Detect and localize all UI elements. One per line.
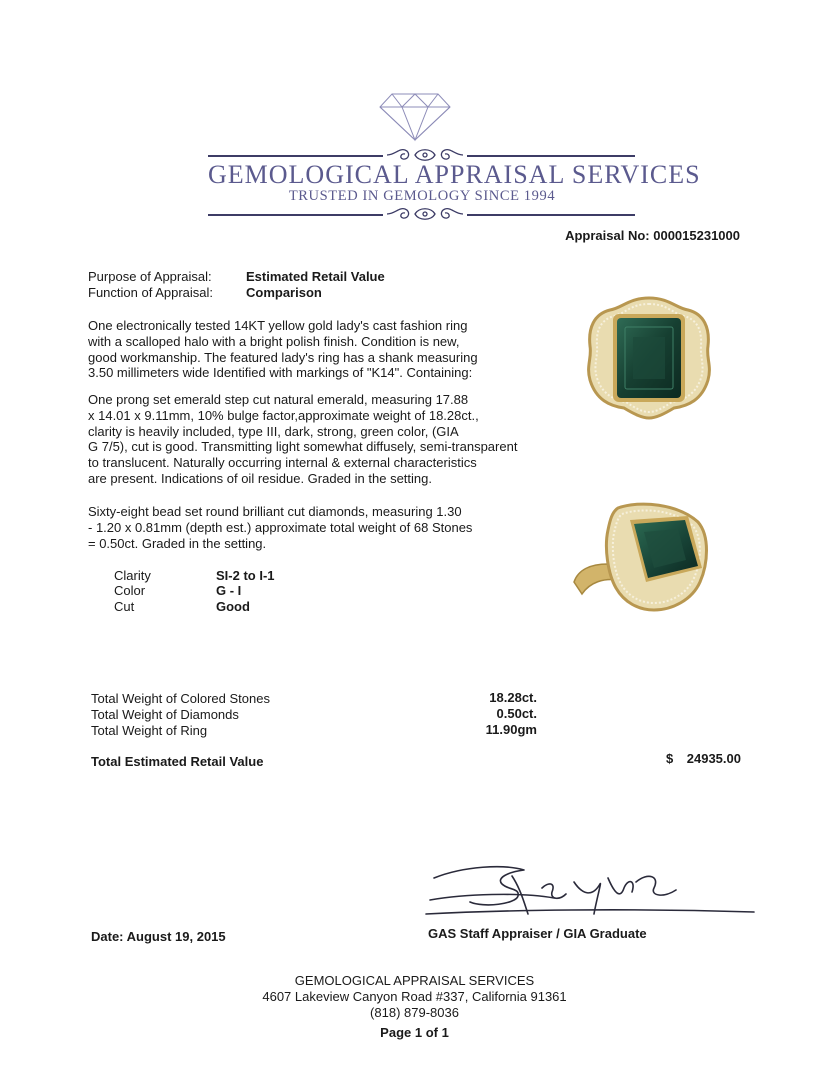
diamond-description bbox=[88, 504, 472, 551]
grade-cut-label: Cut bbox=[114, 599, 135, 614]
weight-diamonds-value: 0.50ct. bbox=[496, 706, 537, 721]
diamond-description-line: Sixty-eight bead set round brilliant cut diamonds, measuring 1.30 bbox=[88, 504, 462, 519]
footer-company: GEMOLOGICAL APPRAISAL SERVICES bbox=[294, 973, 535, 988]
appraisal-number bbox=[540, 228, 740, 244]
header-rule-top-left bbox=[208, 155, 383, 157]
appraisal-number-value: 000015231000 bbox=[653, 228, 740, 243]
date bbox=[91, 929, 226, 945]
ring-description bbox=[88, 318, 478, 381]
diamond-icon bbox=[378, 92, 452, 142]
date-label: Date: bbox=[91, 929, 124, 944]
ring-description-line: 3.50 millimeters wide Identified with markings of "K14". Containing: bbox=[88, 365, 473, 381]
signature-caption: GAS Staff Appraiser / GIA Graduate bbox=[428, 926, 647, 941]
total-value-currency: $ bbox=[666, 751, 674, 766]
appraisal-number-label: Appraisal No: bbox=[565, 228, 650, 243]
emerald-description-line: clarity is heavily included, type III, dark, strong, green color, (GIA bbox=[88, 423, 459, 439]
weight-colored-stones-value: 18.28ct. bbox=[489, 690, 537, 705]
header-rule-bottom-left bbox=[208, 214, 383, 216]
purpose-label: Purpose of Appraisal: bbox=[88, 269, 212, 284]
grade-color-label: Color bbox=[114, 583, 146, 598]
ring-description-line: good workmanship. The featured lady's ring has a shank measuring bbox=[88, 349, 478, 365]
emerald-description-line: to translucent. Naturally occurring internal & external characteristics bbox=[88, 455, 477, 471]
company-name: GEMOLOGICAL APPRAISAL SERVICES bbox=[208, 160, 701, 189]
ring-photo-top bbox=[584, 294, 714, 422]
weight-ring-label: Total Weight of Ring bbox=[91, 723, 208, 738]
grade-cut-value: Good bbox=[216, 599, 250, 614]
page-number: Page 1 of 1 bbox=[380, 1025, 449, 1040]
ring-description-line: with a scalloped halo with a bright polish finish. Condition is new, bbox=[88, 333, 460, 349]
weight-colored-stones-label: Total Weight of Colored Stones bbox=[91, 691, 270, 706]
ring-description-line: One electronically tested 14KT yellow gold lady's cast fashion ring bbox=[88, 318, 468, 333]
diamond-description-line: - 1.20 x 0.81mm (depth est.) approximate total weight of 68 Stones bbox=[88, 519, 473, 535]
scroll-ornament-bottom-icon bbox=[385, 203, 465, 225]
grade-clarity-label: Clarity bbox=[114, 568, 151, 583]
total-value-label: Total Estimated Retail Value bbox=[91, 754, 264, 769]
function-label: Function of Appraisal: bbox=[88, 285, 214, 300]
header-rule-bottom-right bbox=[467, 214, 635, 216]
emerald-description-line: G 7/5), cut is good. Transmitting light somewhat diffusely, semi-transparent bbox=[88, 439, 518, 455]
weight-ring-value: 11.90gm bbox=[485, 722, 537, 737]
diamond-description-line: = 0.50ct. Graded in the setting. bbox=[88, 535, 267, 551]
purpose-value: Estimated Retail Value bbox=[246, 269, 385, 284]
footer-address: 4607 Lakeview Canyon Road #337, California 91361 bbox=[262, 989, 567, 1004]
emerald-description bbox=[88, 392, 517, 487]
grade-clarity-value: SI-2 to I-1 bbox=[216, 568, 275, 583]
header-rule-top-right bbox=[467, 155, 635, 157]
footer-phone: (818) 879-8036 bbox=[370, 1005, 459, 1020]
total-value-amount: 24935.00 bbox=[686, 751, 741, 766]
emerald-description-line: One prong set emerald step cut natural emerald, measuring 17.88 bbox=[88, 392, 469, 407]
date-value: August 19, 2015 bbox=[126, 929, 226, 944]
function-value: Comparison bbox=[246, 285, 322, 300]
weight-diamonds-label: Total Weight of Diamonds bbox=[91, 707, 239, 722]
appraiser-signature bbox=[424, 858, 760, 922]
grade-color-value: G - I bbox=[216, 583, 242, 598]
ring-photo-side bbox=[568, 498, 714, 616]
emerald-description-line: x 14.01 x 9.11mm, 10% bulge factor,approximate weight of 18.28ct., bbox=[88, 407, 479, 423]
company-tagline: TRUSTED IN GEMOLOGY SINCE 1994 bbox=[288, 188, 556, 204]
emerald-description-line: are present. Indications of oil residue. Graded in the setting. bbox=[88, 470, 432, 486]
